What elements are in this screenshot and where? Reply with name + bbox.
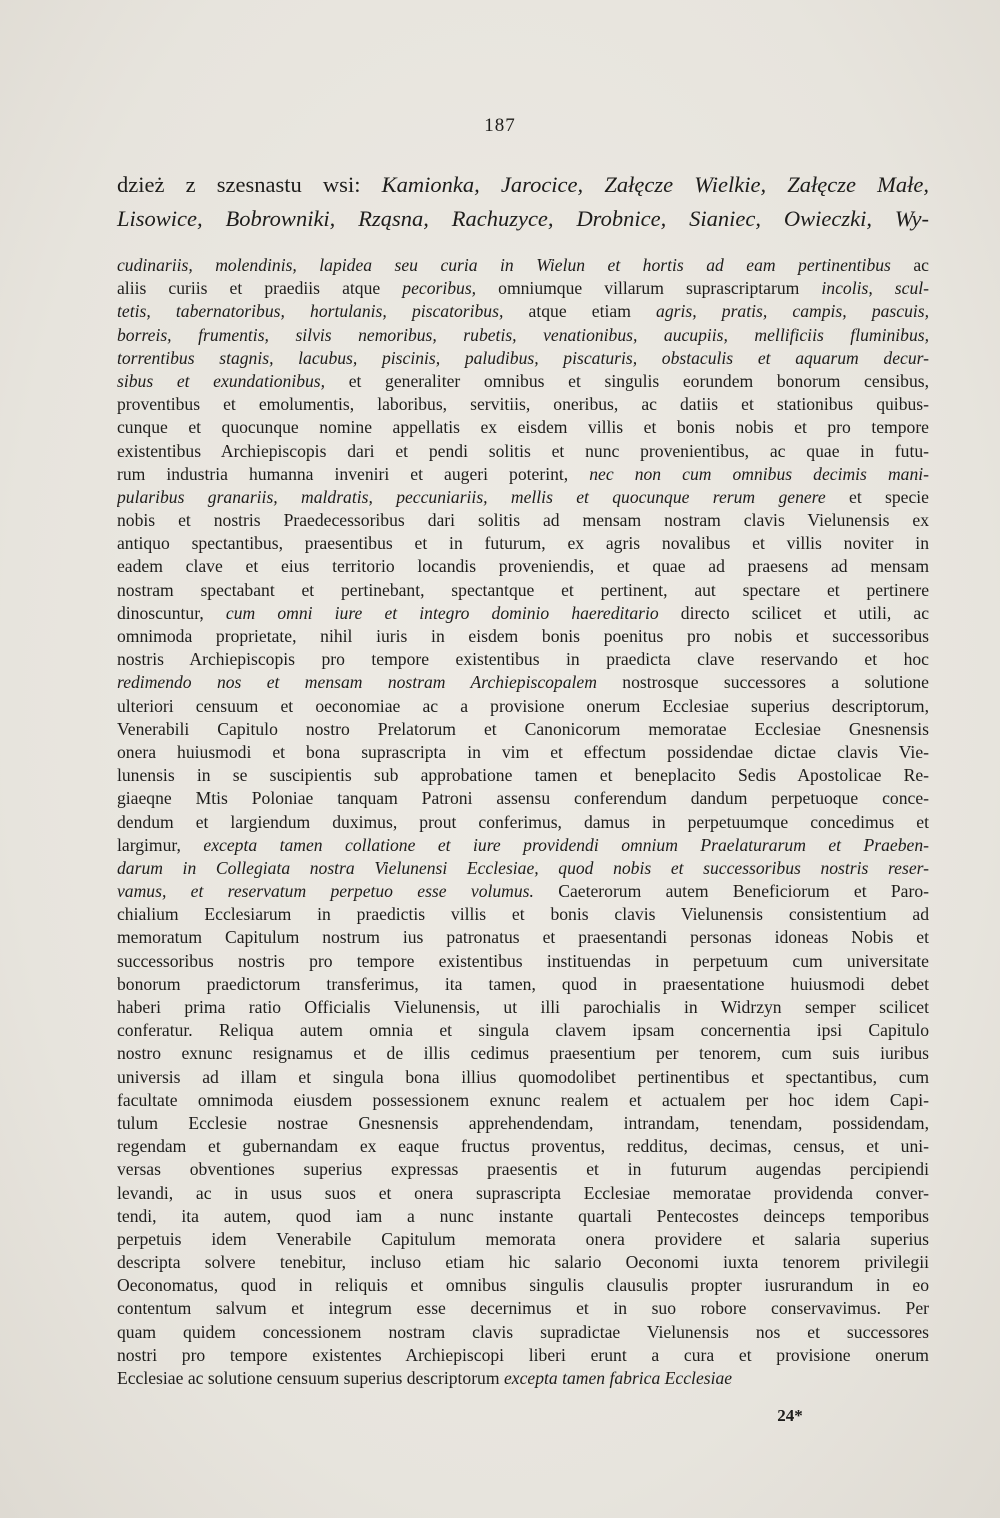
body-line <box>117 1274 929 1297</box>
body-line <box>117 1112 929 1135</box>
italic-text: pularibus granariis, maldratis, peccuniariis, mellis et quocunque rerum genere <box>117 486 826 507</box>
italic-text: borreis, frumentis, silvis nemoribus, rubetis, venationibus, aucupiis, mellificiis fluminibus, <box>117 324 929 345</box>
text-run: directo scilicet et utili, ac <box>658 602 929 623</box>
text-run: ac <box>890 255 929 275</box>
italic-text: torrentibus stagnis, lacubus, piscinis, paludibus, piscaturis, obstaculis et aquarum decur- <box>117 347 929 368</box>
text-run: descripta solvere tenebitur, incluso etiam hic salario Oeconomi iuxta tenorem privilegii <box>117 1252 929 1273</box>
intro-paragraph <box>117 168 929 236</box>
text-run: dendum et largiendum duximus, prout conferimus, damus in perpetuumque concedimus et <box>117 811 929 832</box>
body-line <box>117 324 929 347</box>
body-line <box>117 1367 929 1390</box>
body-line <box>117 1182 929 1205</box>
body-line <box>117 973 929 996</box>
body-line <box>117 440 929 463</box>
text-run: quam quidem concessionem nostram clavis supradictae Vielunensis nos et successores <box>117 1321 929 1342</box>
text-run: giaeqne Mtis Poloniae tanquam Patroni assensu conferendum dandum perpetuoque conce- <box>117 788 929 809</box>
body-line <box>117 1251 929 1274</box>
text-run: chialium Ecclesiarum in praedictis villis et bonis clavis Vielunensis consistentium ad <box>117 904 929 925</box>
body-line <box>117 1019 929 1042</box>
body-line <box>117 625 929 648</box>
body-line <box>117 741 929 764</box>
text-run: antiquo spectantibus, praesentibus et in futurum, ex agris novalibus et villis noviter in <box>117 533 929 554</box>
body-line <box>117 602 929 625</box>
body-line <box>117 370 929 393</box>
body-line <box>117 1297 929 1320</box>
body-line <box>117 926 929 949</box>
text-run: nostrosque successores a solutione <box>596 672 929 693</box>
body-line <box>117 950 929 973</box>
text-run: Venerabili Capitulo nostro Prelatorum et Canonicorum memoratae Ecclesiae Gnesnensis <box>117 718 929 739</box>
italic-text: nec non cum omnibus decimis mani- <box>589 463 929 484</box>
text-run: nostris Archiepiscopis pro tempore existentibus in praedicta clave reservando et hoc <box>117 649 929 670</box>
signature-mark: 24* <box>777 1406 803 1425</box>
text-run: onera huiusmodi et bona suprascripta in vim et effectum possidendae dictae clavis Vie- <box>117 741 929 762</box>
text-run: Oeconomatus, quod in reliquis et omnibus singulis clausulis propter iusrurandum in eo <box>117 1275 929 1296</box>
italic-text: redimendo nos et mensam nostram Archiepiscopalem <box>117 672 597 693</box>
body-line <box>117 1344 929 1367</box>
text-run: successoribus nostris pro tempore existentibus instituendas in perpetuum cum universitate <box>117 950 929 971</box>
body-line <box>117 416 929 439</box>
body-line <box>117 811 929 834</box>
text-run: tendi, ita autem, quod iam a nunc instante quartali Pentecostes deinceps temporibus <box>117 1205 929 1226</box>
text-run: memoratum Capitulum nostrum ius patronatus et praesentandi personas idoneas Nobis et <box>117 927 929 948</box>
intro-line <box>117 202 929 236</box>
italic-text: excepta tamen collatione et iure providendi omnium Praelaturarum et Praeben- <box>203 834 929 855</box>
body-line <box>117 486 929 509</box>
text-run: aliis curiis et praediis atque <box>117 278 403 299</box>
body-line <box>117 857 929 880</box>
text-run: dzież z szesnastu wsi: <box>117 172 382 197</box>
text-run: et generaliter omnibus et singulis eorundem bonorum censibus, <box>325 370 929 391</box>
body-line <box>117 300 929 323</box>
text-run: ulteriori censuum et oeconomiae ac a provisione onerum Ecclesiae superius descriptorum, <box>117 695 929 716</box>
text-run: versas obventiones superius expressas praesentis et in futurum augendas percipiendi <box>117 1159 929 1180</box>
body-line <box>117 834 929 857</box>
body-line <box>117 695 929 718</box>
text-run: tulum Ecclesie nostrae Gnesnensis apprehendendam, intrandam, tenendam, possidendam, <box>117 1112 929 1133</box>
text-run: largimur, <box>117 834 204 855</box>
text-run: universis ad illam et singula bona illius quomodolibet pertinentibus et spectantibus, cum <box>117 1066 929 1087</box>
text-run: proventibus et emolumentis, laboribus, servitiis, oneribus, ac datiis et stationibus quibus- <box>117 394 929 415</box>
body-line <box>117 509 929 532</box>
body-line <box>117 718 929 741</box>
text-run: existentibus Archiepiscopis dari et pendi solitis et nunc provenientibus, ac quae in futu- <box>117 440 929 461</box>
text-run: omnimoda proprietate, nihil iuris in eisdem bonis poenitus pro nobis et successoribus <box>117 626 929 646</box>
italic-text: Kamionka, Jarocice, Załęcze Wielkie, Załęcze Małe, <box>381 172 929 197</box>
intro-line <box>117 168 929 202</box>
italic-text: pecoribus, <box>402 278 477 299</box>
italic-text: vamus, et reservatum perpetuo esse volumus. <box>117 881 534 902</box>
italic-text: Lisowice, Bobrowniki, Rząsna, Rachuzyce, Drobnice, Sianiec, Owieczki, Wy- <box>117 206 929 231</box>
body-line <box>117 880 929 903</box>
text-run: nobis et nostris Praedecessoribus dari solitis ad mensam nostram clavis Vielunensis ex <box>117 510 929 531</box>
italic-text: cum omni iure et integro dominio haereditario <box>225 602 659 623</box>
body-line <box>117 1158 929 1181</box>
body-line <box>117 393 929 416</box>
text-run: contentum salvum et integrum esse decernimus et in suo robore conservavimus. Per <box>117 1298 929 1319</box>
text-run: atque etiam <box>503 301 657 322</box>
body-line <box>117 1089 929 1112</box>
text-run: perpetuis idem Venerabile Capitulum memorata onera providere et salaria superius <box>117 1228 929 1249</box>
italic-text: sibus et exundationibus, <box>117 370 326 391</box>
text-run: lunensis in se suscipientis sub approbatione tamen et beneplacito Sedis Apostolicae Re- <box>117 765 929 786</box>
body-line <box>117 648 929 671</box>
text-run: cunque et quocunque nomine appellatis ex eisdem villis et bonis nobis et pro tempore <box>117 417 929 438</box>
text-run: regendam et gubernandam ex eaque fructus proventus, redditus, decimas, census, et uni- <box>117 1136 929 1157</box>
body-line <box>117 277 929 300</box>
page-number: 187 <box>484 115 516 136</box>
italic-text: excepta tamen fabrica Ecclesiae <box>503 1368 733 1388</box>
text-run: Caeterorum autem Beneficiorum et Paro- <box>533 881 929 902</box>
body-line <box>117 1205 929 1228</box>
italic-text: darum in Collegiata nostra Vielunensi Ecclesiae, quod nobis et successoribus nostris reser- <box>117 857 929 878</box>
text-run: dinoscuntur, <box>117 602 226 623</box>
body-line <box>117 903 929 926</box>
text-run: nostram spectabant et pertinebant, spectantque et pertinent, aut spectare et pertinere <box>117 579 929 600</box>
text-run: rum industria humanna inveniri et augeri poterint, <box>117 463 590 484</box>
text-run: levandi, ac in usus suos et onera suprascripta Ecclesiae memoratae providenda conver- <box>117 1182 929 1203</box>
body-line <box>117 1042 929 1065</box>
italic-text: tetis, tabernatoribus, hortulanis, piscatoribus, <box>117 301 504 322</box>
body-paragraph <box>117 254 929 1390</box>
body-line <box>117 764 929 787</box>
text-run: bonorum praedictorum transferimus, ita tamen, quod in praesentatione huiusmodi debet <box>117 973 929 994</box>
body-line <box>117 254 929 277</box>
text-run: nostro exnunc resignamus et de illis cedimus praesentium per tenorem, cum suis iuribus <box>117 1043 929 1064</box>
body-line <box>117 532 929 555</box>
italic-text: cudinariis, molendinis, lapidea seu curia in Wielun et hortis ad eam pertinentibus <box>117 255 891 275</box>
text-run: eadem clave et eius territorio locandis proveniendis, et quae ad praesens ad mensam <box>117 556 929 577</box>
body-line <box>117 347 929 370</box>
body-line <box>117 671 929 694</box>
body-line <box>117 787 929 810</box>
text-run: Ecclesiae ac solutione censuum superius descriptorum <box>117 1368 504 1388</box>
text-run: facultate omnimoda eiusdem possessionem exnunc realem et actualem per hoc idem Capi- <box>117 1089 929 1110</box>
body-line <box>117 1321 929 1344</box>
body-line <box>117 463 929 486</box>
body-line <box>117 579 929 602</box>
body-line <box>117 1066 929 1089</box>
body-line <box>117 1228 929 1251</box>
text-run: et specie <box>825 486 929 507</box>
text-run: nostri pro tempore existentes Archiepiscopi liberi erunt a cura et provisione onerum <box>117 1344 929 1365</box>
text-run: conferatur. Reliqua autem omnia et singula clavem ipsam concernentia ipsi Capitulo <box>117 1020 929 1041</box>
italic-text: agris, pratis, campis, pascuis, <box>656 301 929 322</box>
text-run: omniumque villarum suprascriptarum <box>476 278 822 299</box>
body-line <box>117 996 929 1019</box>
text-run: haberi prima ratio Officialis Vielunensis, ut illi parochialis in Widrzyn semper scilicet <box>117 997 929 1017</box>
italic-text: incolis, scul- <box>821 278 929 299</box>
body-line <box>117 555 929 578</box>
body-line <box>117 1135 929 1158</box>
